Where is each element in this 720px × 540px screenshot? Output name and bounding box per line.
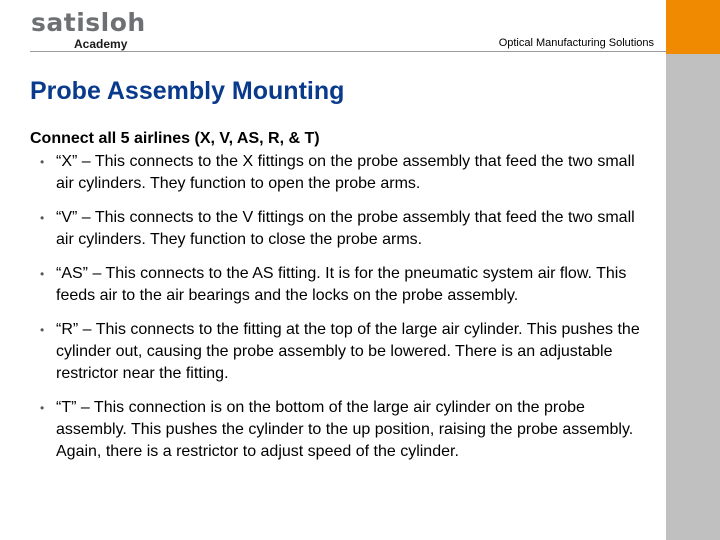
slide-content [30,129,640,475]
orange-accent-block [666,0,720,54]
bullet-item-r [30,319,640,385]
header-divider [30,51,666,52]
bullet-dot-icon: • [40,267,45,281]
bullet-text-x: “X” – This connects to the X fittings on the probe assembly that feed the two small air cylinders. They function to open the probe arms. [56,153,635,192]
bullet-dot-icon: • [40,211,45,225]
bullet-item-v [30,207,640,251]
bullet-item-t [30,397,640,463]
bullet-text-v: “V” – This connects to the V fittings on the probe assembly that feed the two small air cylinders. They function to close the probe arms. [56,209,635,248]
lead-heading: Connect all 5 airlines (X, V, AS, R, & T) [30,130,320,147]
bullet-list [30,151,640,463]
bullet-item-as [30,263,640,307]
logo-subtitle: Academy [74,37,128,51]
bullet-dot-icon: • [40,323,45,337]
bullet-text-as: “AS” – This connects to the AS fitting. It is for the pneumatic system air flow. This feeds air to the air bearings and the locks on the probe assembly. [56,265,627,304]
slide-title: Probe Assembly Mounting [30,77,345,105]
bullet-text-t: “T” – This connection is on the bottom of the large air cylinder on the probe assembly. This pushes the cylinder to the up position, raising the probe assembly. Again, there is a restrictor to adjust speed of the cylinder. [56,399,634,460]
logo-wordmark: satisloh [31,8,146,37]
gray-side-bar [666,54,720,540]
bullet-text-r: “R” – This connects to the fitting at the top of the large air cylinder. This pushes the cylinder out, causing the probe assembly to be lowered. There is an adjustable restrictor near the fitting. [56,321,640,382]
bullet-dot-icon: • [40,401,45,415]
header-tagline: Optical Manufacturing Solutions [498,37,654,49]
bullet-item-x [30,151,640,195]
bullet-dot-icon: • [40,155,45,169]
satisloh-academy-logo [31,8,151,52]
